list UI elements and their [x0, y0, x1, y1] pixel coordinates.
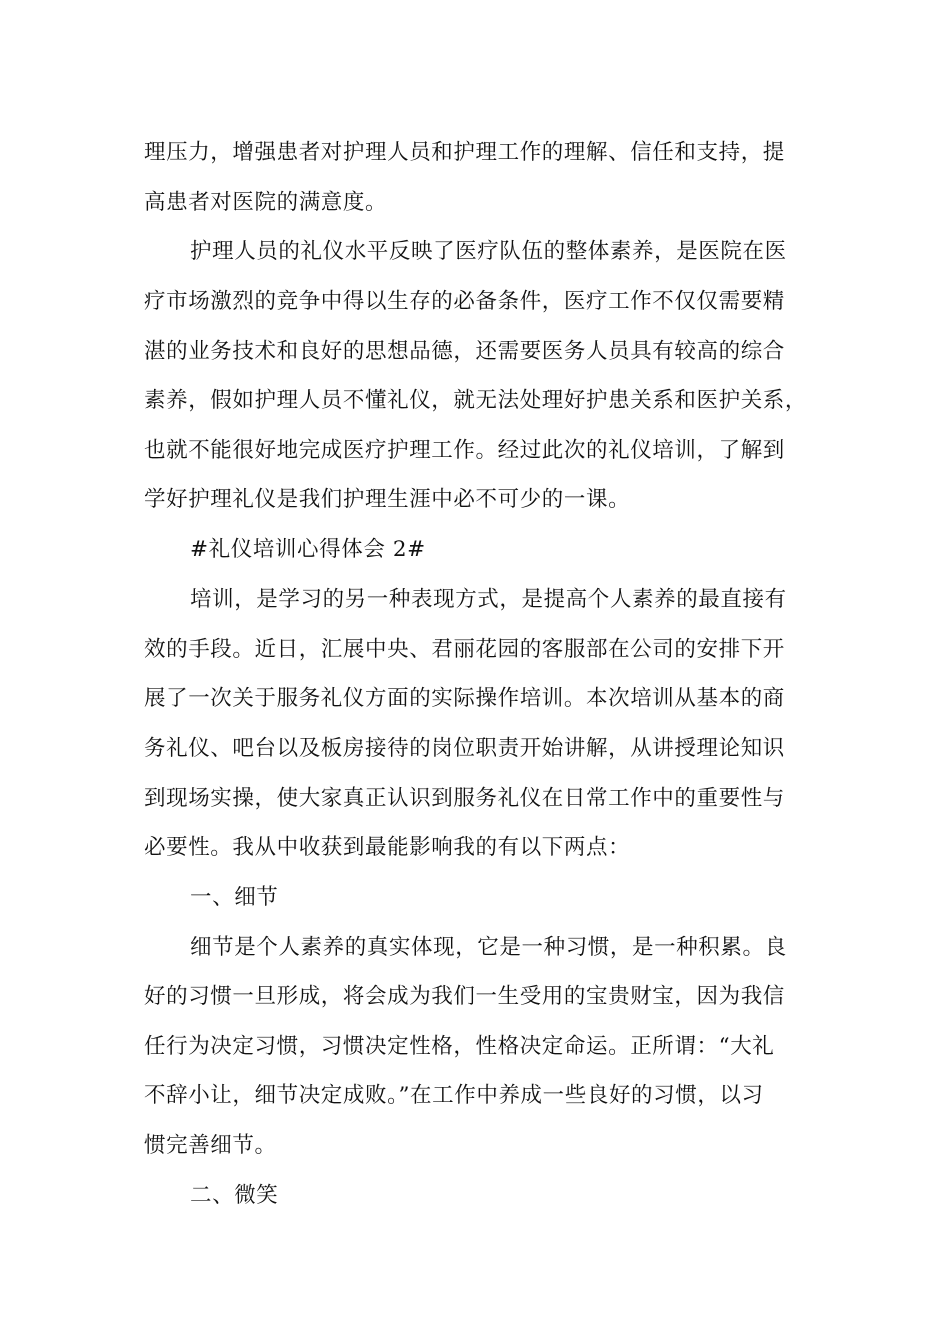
subheading-smile: 二、微笑 [190, 1183, 279, 1208]
text-line: 疗市场激烈的竞争中得以生存的必备条件，医疗工作不仅仅需要精 [144, 289, 785, 314]
text-line: 不辞小让，细节决定成败。”在工作中养成一些良好的习惯，以习 [144, 1083, 764, 1108]
text-line: 惯完善细节。 [144, 1133, 277, 1158]
text-line: 学好护理礼仪是我们护理生涯中必不可少的一课。 [144, 487, 631, 512]
text-line: 展了一次关于服务礼仪方面的实际操作培训。本次培训从基本的商 [144, 686, 785, 711]
text-line: 必要性。我从中收获到最能影响我的有以下两点： [144, 835, 631, 860]
paragraph-first-line: 细节是个人素养的真实体现，它是一种习惯，是一种积累。良 [190, 935, 787, 960]
text-line: 素养，假如护理人员不懂礼仪，就无法处理好护患关系和医护关系， [144, 388, 808, 413]
section-heading: #礼仪培训心得体会 2# [190, 537, 426, 562]
text-line: 湛的业务技术和良好的思想品德，还需要医务人员具有较高的综合 [144, 339, 785, 364]
paragraph-first-line: 培训，是学习的另一种表现方式，是提高个人素养的最直接有 [190, 587, 787, 612]
subheading-detail: 一、细节 [190, 885, 279, 910]
text-line: 高患者对医院的满意度。 [144, 190, 388, 215]
text-line: 效的手段。近日，汇展中央、君丽花园的客服部在公司的安排下开 [144, 637, 785, 662]
text-line: 到现场实操，使大家真正认识到服务礼仪在日常工作中的重要性与 [144, 786, 785, 811]
text-line: 好的习惯一旦形成，将会成为我们一生受用的宝贵财宝，因为我信 [144, 984, 785, 1009]
text-line: 务礼仪、吧台以及板房接待的岗位职责开始讲解，从讲授理论知识 [144, 736, 785, 761]
text-line: 也就不能很好地完成医疗护理工作。经过此次的礼仪培训，了解到 [144, 438, 785, 463]
text-line: 任行为决定习惯，习惯决定性格，性格决定命运。正所谓：“大礼 [144, 1034, 775, 1059]
text-line: 理压力，增强患者对护理人员和护理工作的理解、信任和支持，提 [144, 140, 785, 165]
paragraph-first-line: 护理人员的礼仪水平反映了医疗队伍的整体素养，是医院在医 [190, 239, 787, 264]
